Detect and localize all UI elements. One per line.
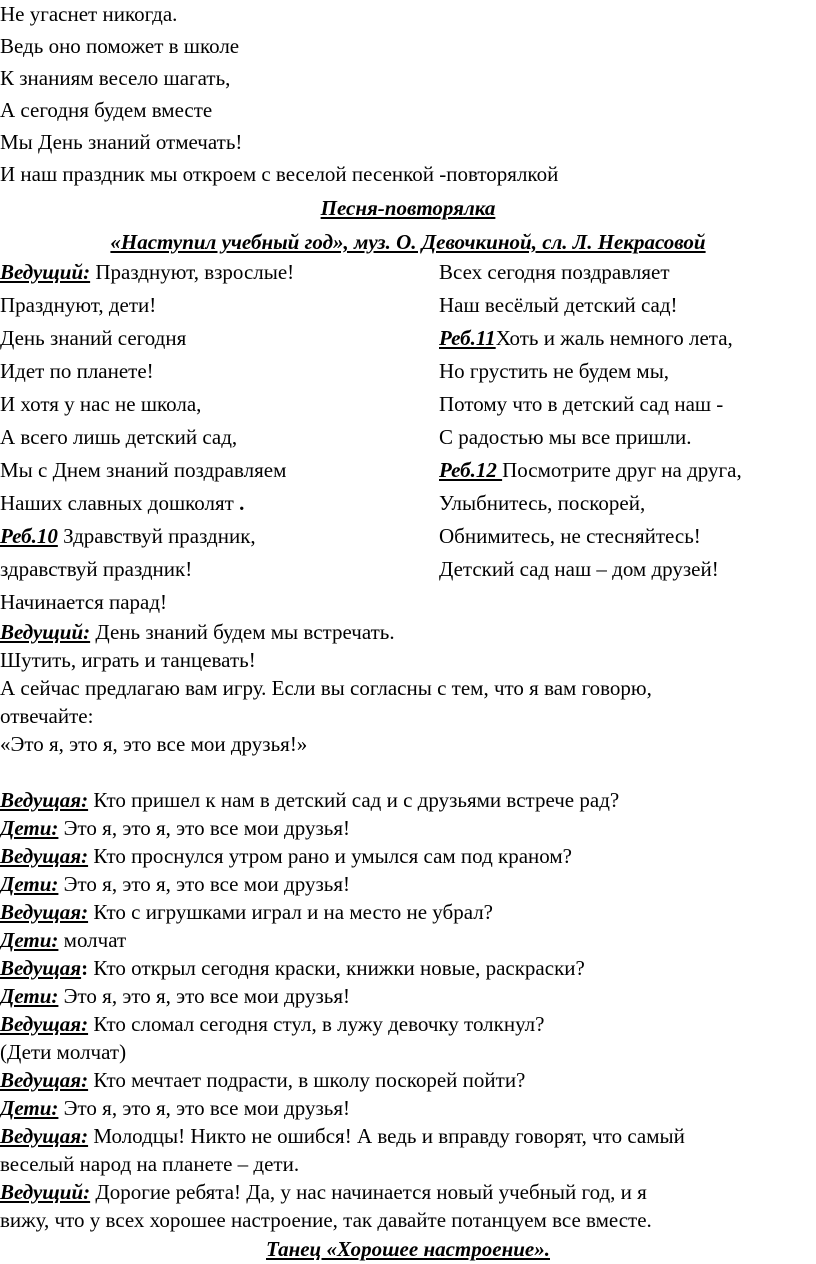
song-subtitle: «Наступил учебный год», муз. О. Девочкиной, сл. Л. Некрасовой xyxy=(110,230,706,254)
dialogue-line: Ведущая: Кто проснулся утром рано и умылся сам под краном? xyxy=(0,844,572,868)
speaker-label: Ведущий: xyxy=(0,1180,91,1204)
right-line-6: С радостью мы все пришли. xyxy=(439,425,692,449)
intro-line-2: Ведь оно поможет в школе xyxy=(0,34,240,58)
speaker-label: Реб.12 xyxy=(439,458,503,482)
right-line-1: Всех сегодня поздравляет xyxy=(439,260,670,284)
dialogue-line: Ведущая: Молодцы! Никто не ошибся! А ведь и вправду говорят, что самый xyxy=(0,1124,685,1148)
dialogue-line: Дети: молчат xyxy=(0,928,127,952)
dialogue-line: Ведущая: Кто сломал сегодня стул, в лужу девочку толкнул? xyxy=(0,1012,545,1036)
intro-line-5: Мы День знаний отмечать! xyxy=(0,130,243,154)
dialogue-line: вижу, что у всех хорошее настроение, так давайте потанцуем все вместе. xyxy=(0,1208,652,1232)
left-line-8: Наших славных дошколят . xyxy=(0,491,245,515)
right-line-2: Наш весёлый детский сад! xyxy=(439,293,678,317)
host-line-5: «Это я, это я, это все мои друзья!» xyxy=(0,732,308,756)
left-line-9: Реб.10 Здравствуй праздник, xyxy=(0,524,256,548)
right-line-9: Обнимитесь, не стесняйтесь! xyxy=(439,524,701,548)
left-line-7: Мы с Днем знаний поздравляем xyxy=(0,458,287,482)
speaker-label: Ведущая: xyxy=(0,844,89,868)
speaker-label: Дети: xyxy=(0,1096,59,1120)
host-line-2: Шутить, играть и танцевать! xyxy=(0,648,256,672)
dialogue-line: (Дети молчат) xyxy=(0,1040,127,1064)
speaker-label: Дети: xyxy=(0,872,59,896)
speaker-label: Ведущая: xyxy=(0,900,89,924)
left-line-2: Празднуют, дети! xyxy=(0,293,157,317)
left-line-1: Ведущий: Празднуют, взрослые! xyxy=(0,260,295,284)
right-line-8: Улыбнитесь, поскорей, xyxy=(439,491,646,515)
intro-line-4: А сегодня будем вместе xyxy=(0,98,213,122)
dialogue-line: Дети: Это я, это я, это все мои друзья! xyxy=(0,1096,350,1120)
right-line-10: Детский сад наш – дом друзей! xyxy=(439,557,719,581)
right-line-7: Реб.12 Посмотрите друг на друга, xyxy=(439,458,742,482)
dance-title: Танец «Хорошее настроение». xyxy=(266,1237,550,1261)
dialogue-line: Дети: Это я, это я, это все мои друзья! xyxy=(0,816,350,840)
speaker-label: Дети: xyxy=(0,984,59,1008)
left-line-11: Начинается парад! xyxy=(0,590,168,614)
left-line-6: А всего лишь детский сад, xyxy=(0,425,238,449)
right-line-4: Но грустить не будем мы, xyxy=(439,359,670,383)
dialogue-line: Ведущая: Кто с игрушками играл и на место не убрал? xyxy=(0,900,493,924)
speaker-label: Ведущий: xyxy=(0,620,91,644)
speaker-label: Ведущая xyxy=(0,956,82,980)
left-line-3: День знаний сегодня xyxy=(0,326,187,350)
speaker-label: Ведущая: xyxy=(0,1012,89,1036)
speaker-label: Реб.10 xyxy=(0,524,58,548)
left-line-5: И хотя у нас не школа, xyxy=(0,392,202,416)
host-line-1: Ведущий: День знаний будем мы встречать. xyxy=(0,620,395,644)
song-title: Песня-повторялка xyxy=(320,196,496,220)
left-line-10: здравствуй праздник! xyxy=(0,557,193,581)
dialogue-line: Ведущая: Кто мечтает подрасти, в школу поскорей пойти? xyxy=(0,1068,526,1092)
speaker-label: Ведущая: xyxy=(0,1068,89,1092)
dialogue-line: Дети: Это я, это я, это все мои друзья! xyxy=(0,872,350,896)
speaker-label: Ведущий: xyxy=(0,260,91,284)
speaker-label: Ведущая: xyxy=(0,788,89,812)
host-line-3: А сейчас предлагаю вам игру. Если вы согласны с тем, что я вам говорю, xyxy=(0,676,652,700)
host-line-4: отвечайте: xyxy=(0,704,94,728)
speaker-label: Дети: xyxy=(0,928,59,952)
right-line-3: Реб.11Хоть и жаль немного лета, xyxy=(439,326,733,350)
dialogue-line: Ведущая: Кто пришел к нам в детский сад и с друзьями встрече рад? xyxy=(0,788,620,812)
left-line-4: Идет по планете! xyxy=(0,359,154,383)
intro-line-3: К знаниям весело шагать, xyxy=(0,66,231,90)
dialogue-line: веселый народ на планете – дети. xyxy=(0,1152,300,1176)
speaker-label: Дети: xyxy=(0,816,59,840)
dialogue-line: Ведущая: Кто открыл сегодня краски, книжки новые, раскраски? xyxy=(0,956,585,980)
speaker-label: Реб.11 xyxy=(439,326,496,350)
dialogue-line: Ведущий: Дорогие ребята! Да, у нас начинается новый учебный год, и я xyxy=(0,1180,647,1204)
speaker-label: Ведущая: xyxy=(0,1124,89,1148)
intro-line-1: Не угаснет никогда. xyxy=(0,2,178,26)
intro-line-6: И наш праздник мы откроем с веселой песенкой -повторялкой xyxy=(0,162,559,186)
dialogue-line: Дети: Это я, это я, это все мои друзья! xyxy=(0,984,350,1008)
right-line-5: Потому что в детский сад наш - xyxy=(439,392,724,416)
